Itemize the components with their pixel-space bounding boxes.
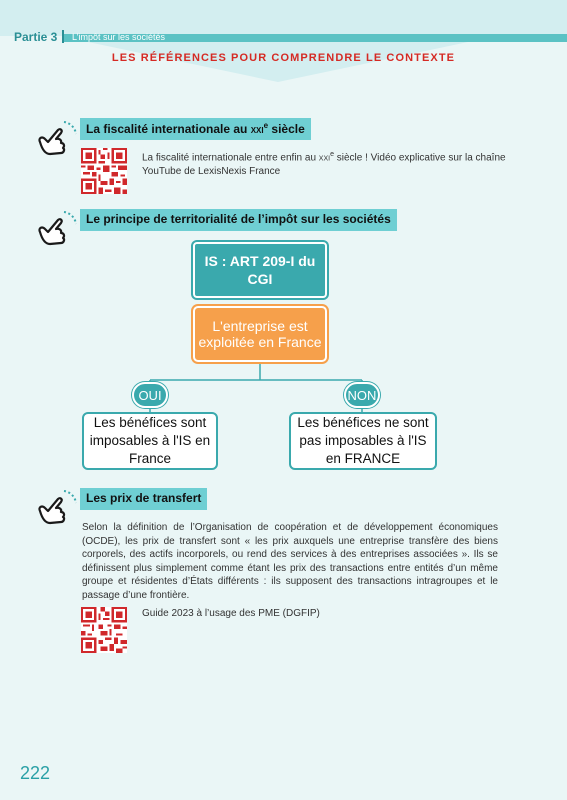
header-band — [0, 0, 567, 36]
part-subtitle: L’impôt sur les sociétés — [72, 32, 166, 42]
text-part-end: siècle ! Vidéo explicative sur la chaîne YouTube de LexisNexis France — [142, 152, 506, 177]
hand-pointer-icon — [34, 487, 78, 527]
part-separator — [62, 30, 64, 43]
no-pill: NON — [344, 382, 380, 408]
title-text: La fiscalité internationale au — [86, 122, 251, 136]
guide-reference: Guide 2023 à l’usage des PME (DGFIP) — [142, 608, 320, 619]
text-century: xxi — [318, 152, 331, 164]
section-title-international — [80, 118, 311, 140]
transfer-pricing-paragraph: Selon la définition de l’Organisation de coopération et de développement économiques (OCDE), les prix de transfert sont « les prix auxquels une entreprise transfère des biens corporels, des actifs incorporels, ou rend des services à des entreprises associées ». Ils se définissent plus simplement comme étant les prix des transactions entre entités d’un même groupe et résidentes d’États différents : ils supposent des transactions intragroupes et le passage d’une frontière. — [82, 522, 498, 601]
qr-code-icon[interactable] — [81, 148, 127, 194]
text-part: La fiscalité internationale entre enfin au — [142, 152, 319, 164]
hand-pointer-icon — [34, 118, 78, 158]
page-heading: LES RÉFÉRENCES POUR COMPRENDRE LE CONTEXTE — [111, 52, 456, 64]
yes-pill: OUI — [132, 382, 168, 408]
international-text — [142, 148, 512, 178]
is-article-box: IS : ART 209-I du CGI — [193, 242, 327, 298]
taxable-result-box: Les bénéfices sont imposables à l'IS en France — [82, 412, 218, 470]
qr-code-icon[interactable] — [81, 607, 127, 653]
title-text-end: siècle — [268, 122, 305, 136]
page-number: 222 — [20, 763, 51, 783]
hand-pointer-icon — [34, 208, 78, 248]
section-title-territoriality: Le principe de territorialité de l’impôt sur les sociétés — [80, 209, 397, 231]
not-taxable-result-box: Les bénéfices ne sont pas imposables à l'IS en FRANCE — [289, 412, 437, 470]
text-sup: e — [330, 151, 334, 158]
part-label: Partie 3 — [14, 30, 58, 44]
title-sup: e — [263, 121, 269, 130]
section-title-transfer-pricing: Les prix de transfert — [80, 488, 207, 510]
enterprise-france-box: L'entreprise est exploitée en France — [193, 306, 327, 362]
title-century: xxi — [250, 122, 264, 136]
